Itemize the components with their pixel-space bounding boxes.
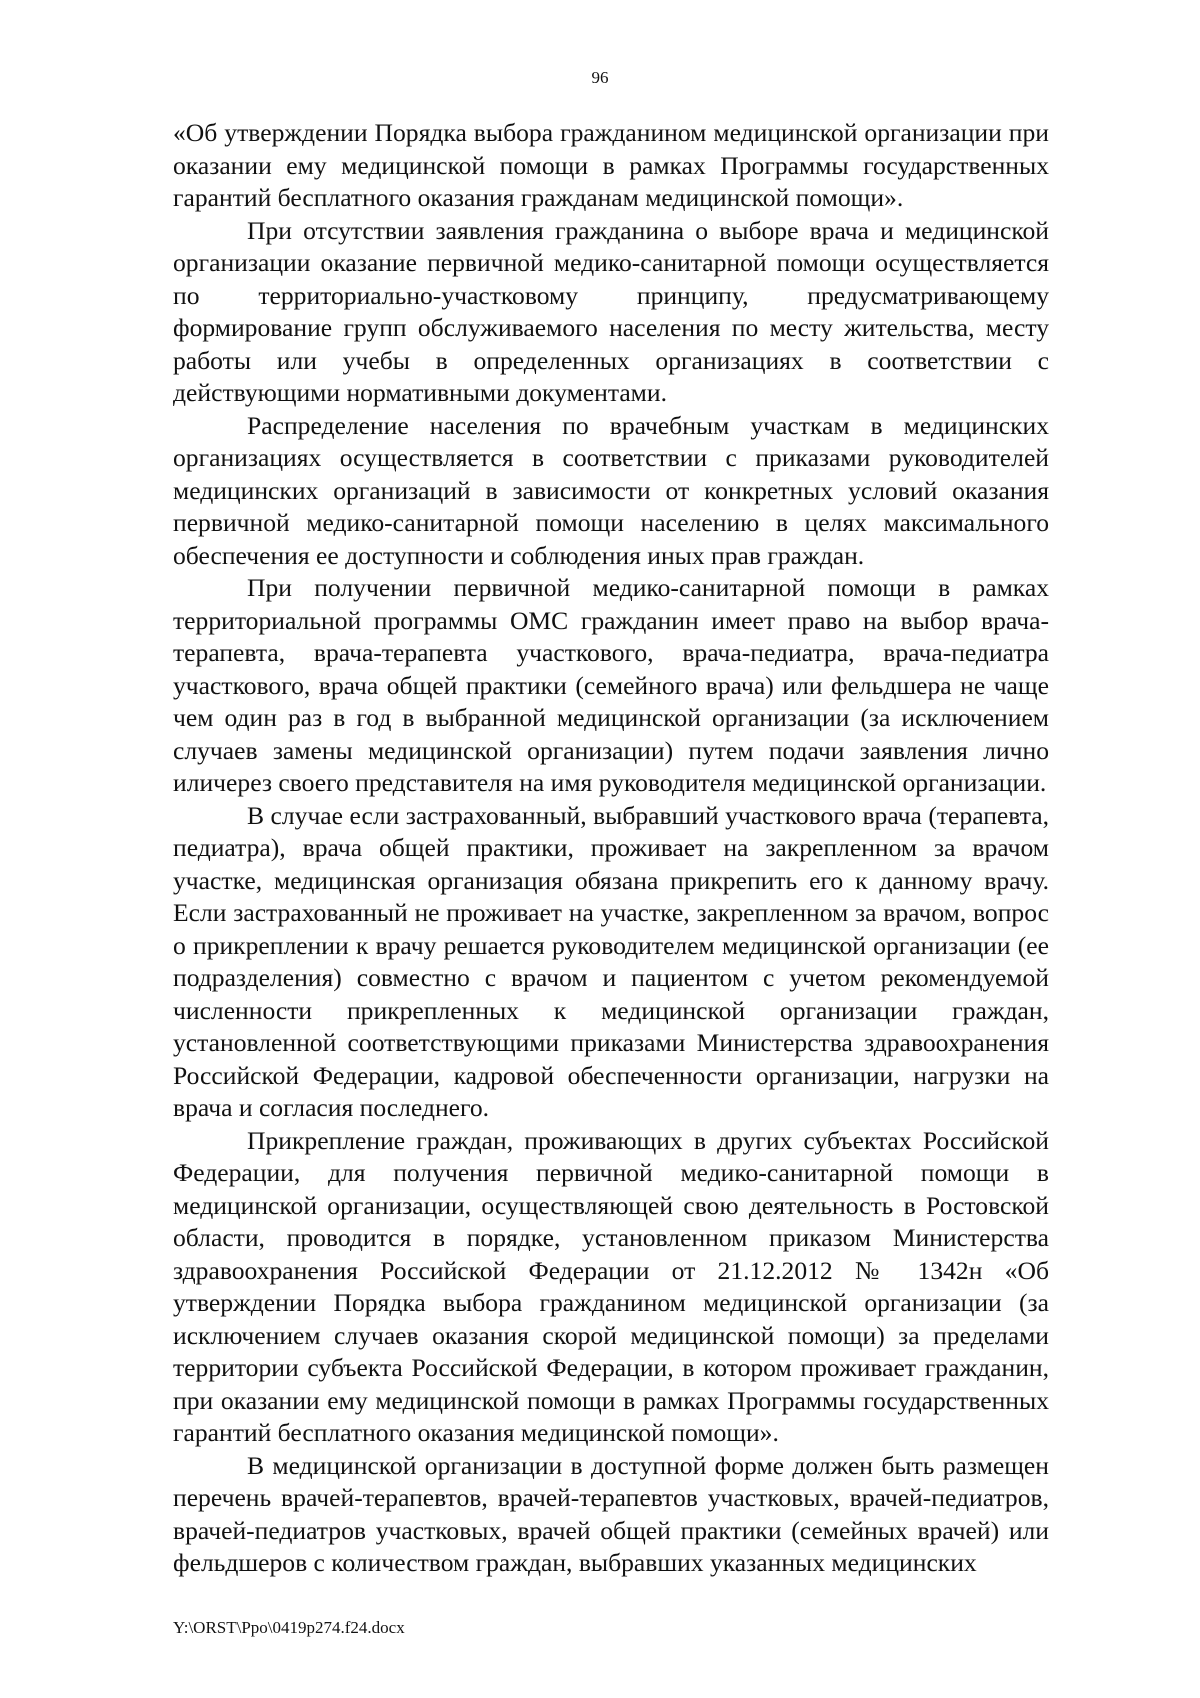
paragraph: В медицинской организации в доступной форме должен быть размещен перечень врачей-терапевтов, врачей-терапевтов участковых, врачей-педиатров, врачей-педиатров участковых, врачей общей практики (семейных врачей) или фельдшеров с количеством граждан, выбравших указанных медицинских [173,1450,1049,1577]
page-number: 96 [591,68,609,87]
paragraph: При отсутствии заявления гражданина о выборе врача и медицинской организации оказание первичной медико-санитарной помощи осуществляется по территориально-участковому принципу, предусматривающему формирование групп обслуживаемого населения по месту жительства, месту работы или учебы в определенных организациях в соответствии с действующими нормативными документами. [173,215,1049,407]
paragraph-continuation: «Об утверждении Порядка выбора гражданином медицинской организации при оказании ему медицинской помощи в рамках Программы государственных гарантий бесплатного оказания гражданам медицинской помощи». [173,118,1049,212]
paragraph: При получении первичной медико-санитарной помощи в рамках территориальной программы ОМС гражданин имеет право на выбор врача-терапевта, врача-терапевта участкового, врача-педиатра, врача-педиатра участкового, врача общей практики (семейного врача) или фельдшера не чаще чем один раз в год в выбранной медицинской организации (за исключением случаев замены медицинской организации) путем подачи заявления лично иличерез своего представителя на имя руководителя медицинской организации. [173,573,1049,797]
paragraph: Прикрепление граждан, проживающих в других субъектах Российской Федерации, для получения первичной медико-санитарной помощи в медицинской организации, осуществляющей свою деятельность в Ростовской области, проводится в порядке, установленном приказом Министерства здравоохранения Российской Федерации от 21.12.2012 № 1342н «Об утверждении Порядка выбора гражданином медицинской организации (за исключением случаев оказания скорой медицинской помощи) за пределами территории субъекта Российской Федерации, в котором проживает гражданин, при оказании ему медицинской помощи в рамках Программы государственных гарантий бесплатного оказания медицинской помощи». [173,1125,1049,1447]
paragraph: В случае если застрахованный, выбравший участкового врача (терапевта, педиатра), врача общей практики, проживает на закрепленном за врачом участке, медицинская организация обязана прикрепить его к данному врачу. Если застрахованный не проживает на участке, закрепленном за врачом, вопрос о прикреплении к врачу решается руководителем медицинской организации (ее подразделения) совместно с врачом и пациентом с учетом рекомендуемой численности прикрепленных к медицинской организации граждан, установленной соответствующими приказами Министерства здравоохранения Российской Федерации, кадровой обеспеченности организации, нагрузки на врача и согласия последнего. [173,800,1049,1122]
document-body [173,117,1049,1580]
paragraph: Распределение населения по врачебным участкам в медицинских организациях осуществляется в соответствии с приказами руководителей медицинских организаций в зависимости от конкретных условий оказания первичной медико-санитарной помощи населению в целях максимального обеспечения ее доступности и соблюдения иных прав граждан. [173,410,1049,570]
footer-file-path: Y:\ORST\Ppo\0419p274.f24.docx [173,1618,405,1637]
